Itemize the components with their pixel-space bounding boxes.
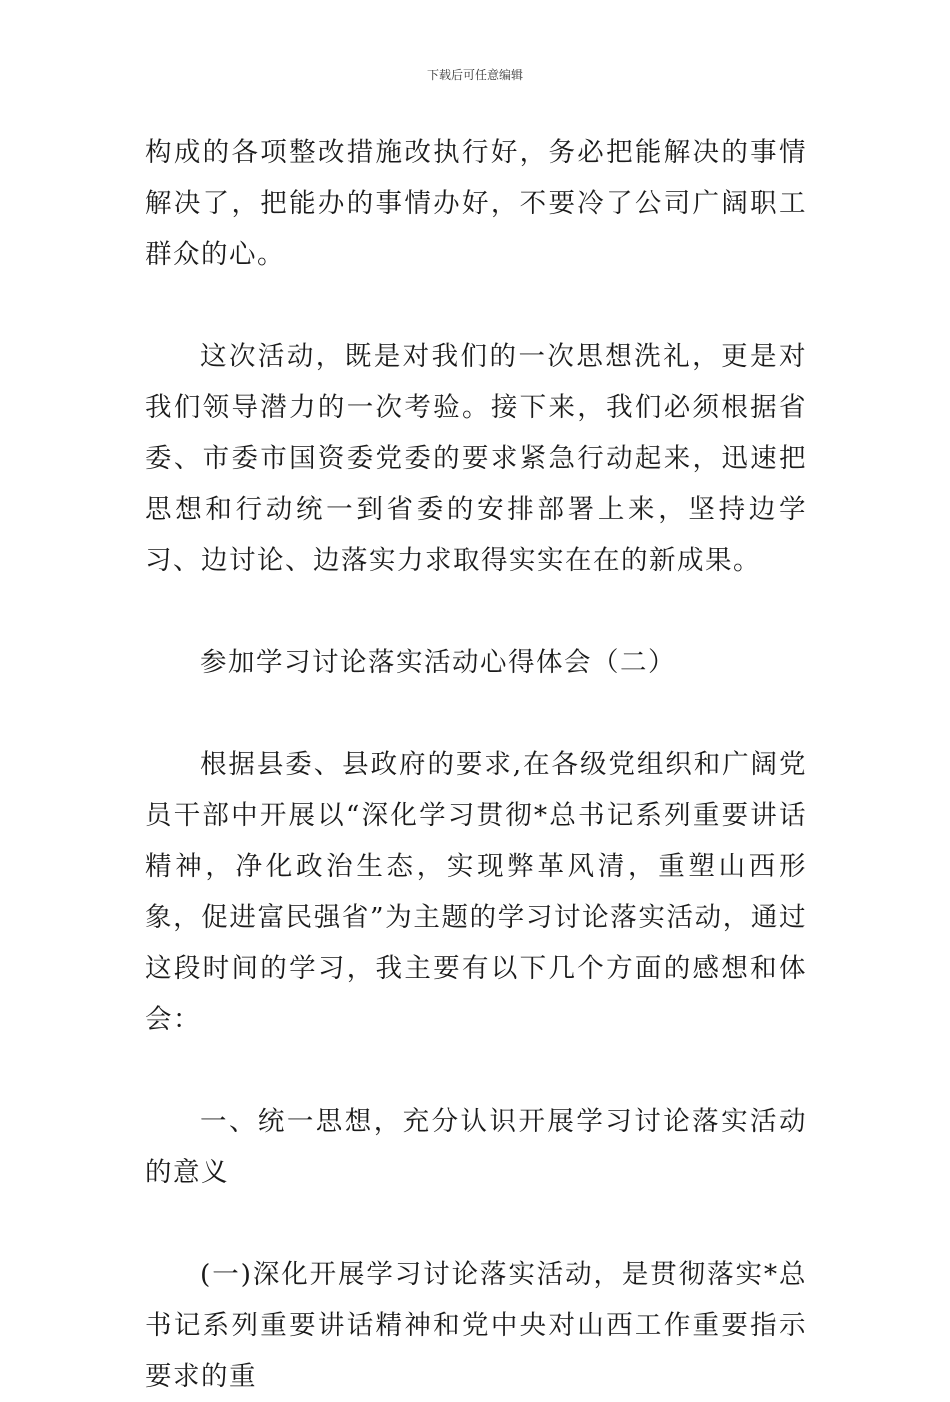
paragraph-activity-summary: 这次活动，既是对我们的一次思想洗礼，更是对我们领导潜力的一次考验。接下来，我们必须根据省委、市委市国资委党委的要求紧急行动起来，迅速把思想和行动统一到省委的安排部署上来，坚持边学习、边讨论、边落实力求取得实实在在的新成果。: [145, 341, 807, 576]
section-title: 参加学习讨论落实活动心得体会（二）: [200, 647, 676, 678]
section-heading-one: 一、统一思想，充分认识开展学习讨论落实活动的意义: [145, 1106, 807, 1188]
document-body: [145, 127, 807, 1402]
paragraph-continuation: 构成的各项整改措施改执行好，务必把能解决的事情解决了，把能办的事情办好，不要冷了公司广阔职工群众的心。: [145, 137, 807, 270]
paragraph-subsection-one: (一)深化开展学习讨论落实活动，是贯彻落实*总书记系列重要讲话精神和党中央对山西工作重要指示要求的重: [145, 1259, 807, 1392]
paragraph-introduction: 根据县委、县政府的要求,在各级党组织和广阔党员干部中开展以“深化学习贯彻*总书记系列重要讲话精神，净化政治生态，实现弊革风清，重塑山西形象，促进富民强省”为主题的学习讨论落实活动，通过这段时间的学习，我主要有以下几个方面的感想和体会：: [145, 749, 807, 1035]
page-header-note: 下载后可任意编辑: [426, 68, 523, 82]
